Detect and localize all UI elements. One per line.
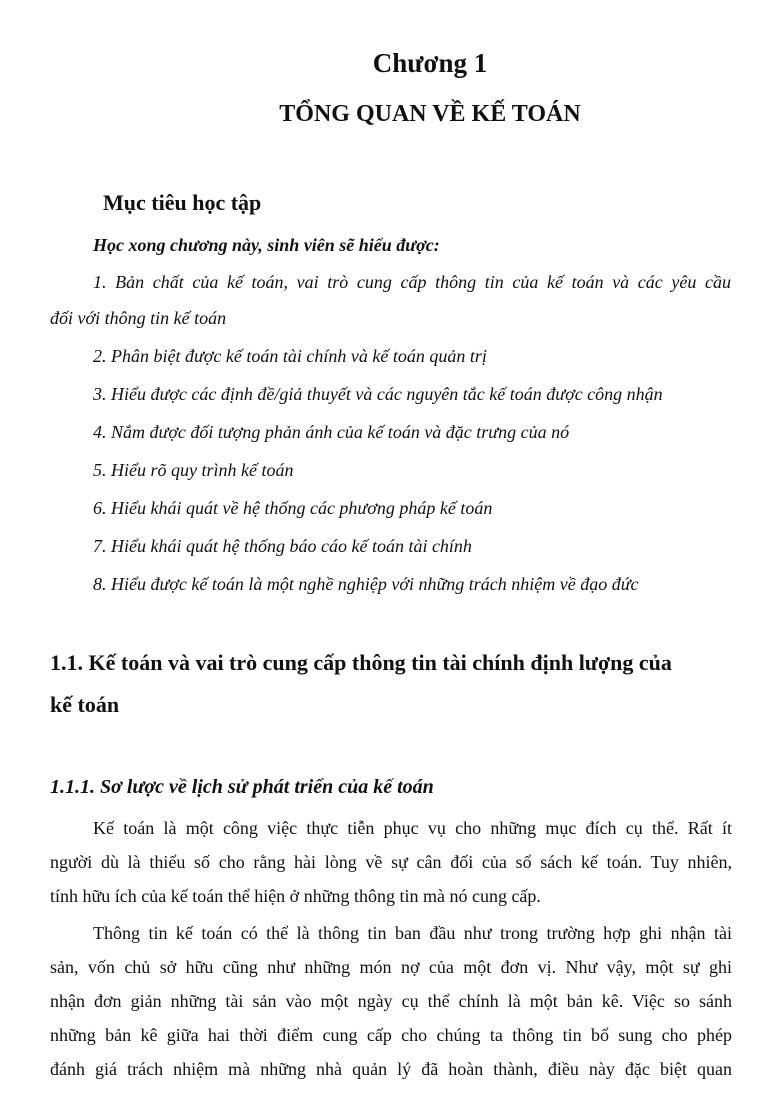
objective-item-1-continued: đối với thông tin kế toán (50, 308, 227, 328)
paragraph-2-line: sản, vốn chủ sở hữu cũng như những món nợ của một đơn vị. Như vậy, một sự ghi (50, 957, 732, 977)
objectives-intro: Học xong chương này, sinh viên sẽ hiểu được: (93, 235, 440, 255)
objective-item-6: 6. Hiểu khái quát về hệ thống các phương pháp kế toán (93, 498, 493, 518)
objective-item-2: 2. Phân biệt được kế toán tài chính và kế toán quản trị (93, 346, 487, 366)
objective-item-5: 5. Hiểu rõ quy trình kế toán (93, 460, 294, 480)
paragraph-2-line: Thông tin kế toán có thể là thông tin ban đầu như trong trường hợp ghi nhận tài (93, 923, 732, 943)
paragraph-1-line: tính hữu ích của kế toán thể hiện ở những thông tin mà nó cung cấp. (50, 886, 541, 906)
paragraph-1-line: người dù là thiểu số cho rằng hài lòng về sự cân đối của sổ sách kế toán. Tuy nhiên, (50, 852, 732, 872)
subsection-heading: 1.1.1. Sơ lược về lịch sử phát triển của kế toán (50, 776, 434, 798)
section-heading-line-1: 1.1. Kế toán và vai trò cung cấp thông tin tài chính định lượng của (50, 650, 672, 675)
chapter-number: Chương 1 (372, 48, 488, 78)
paragraph-2-line: những bản kê giữa hai thời điểm cung cấp cho chúng ta thông tin bổ sung cho phép (50, 1025, 732, 1045)
objective-item-8: 8. Hiểu được kế toán là một nghề nghiệp với những trách nhiệm về đạo đức (93, 574, 639, 594)
chapter-title: TỔNG QUAN VỀ KẾ TOÁN (279, 101, 581, 127)
objective-item-7: 7. Hiểu khái quát hệ thống báo cáo kế toán tài chính (93, 536, 472, 556)
paragraph-1-line: Kế toán là một công việc thực tiễn phục vụ cho những mục đích cụ thể. Rất ít (93, 818, 732, 838)
objective-item-4: 4. Nắm được đối tượng phản ánh của kế toán và đặc trưng của nó (93, 422, 570, 442)
objectives-heading: Mục tiêu học tập (103, 190, 262, 215)
objective-item-1: 1. Bản chất của kế toán, vai trò cung cấp thông tin của kế toán và các yêu cầu (93, 272, 731, 292)
objective-item-3: 3. Hiểu được các định đề/giả thuyết và các nguyên tắc kế toán được công nhận (93, 384, 663, 404)
paragraph-2-line: đánh giá trách nhiệm mà những nhà quản lý đã hoàn thành, điều này đặc biệt quan (50, 1059, 732, 1079)
paragraph-2-line: nhận đơn giản những tài sản vào một ngày cụ thể chính là một bản kê. Việc so sánh (50, 991, 732, 1011)
section-heading-line-2: kế toán (50, 692, 120, 717)
